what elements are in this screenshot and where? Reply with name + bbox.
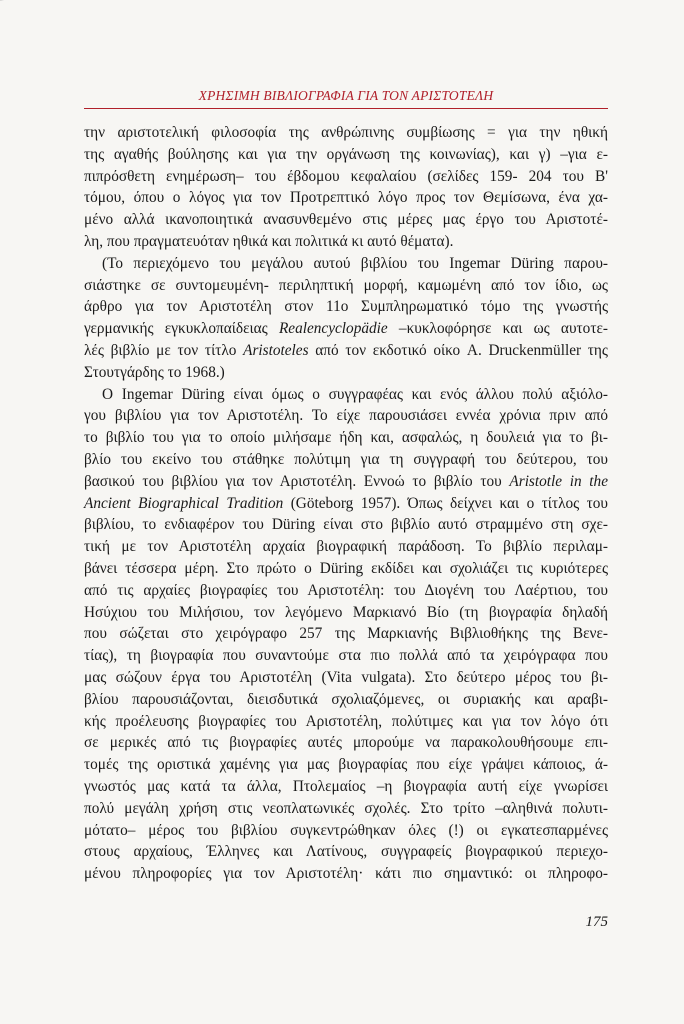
- text-line: βασικού του βιβλίου για τον Αριστοτέλη. Εννοώ το βιβλίο του Aristotle in the: [84, 472, 608, 490]
- text-line: την αριστοτελική φιλοσοφία της ανθρώπινης συμβίωσης = για την ηθική: [84, 124, 608, 141]
- text-line: σιάστηκε σε συντομευμένη- περιληπτική μορφή, καμωμένη από τον ίδιο, ως: [84, 276, 608, 294]
- text-line: άρθρο για τον Αριστοτέλη στον 11ο Συμπληρωματικό τόμο της γνωστής: [84, 298, 608, 316]
- text-line: σε μερικές από τις βιογραφίες αυτές μπορούμε να παρακολουθήσουμε επι-: [84, 734, 608, 752]
- text-line: μότατο– μέρος του βιβλίου συγκεντρώθηκαν όλες (!) οι εγκατεσπαρμένες: [84, 821, 608, 839]
- text-line: μένο αλλά ικανοποιητικά ανασυνθεμένο στις μέρες μας έργο του Αριστοτέ-: [84, 211, 608, 229]
- text-line: βλίου παρουσιάζονται, διεισδυτικά σχολιαζόμενες, οι συριακής και αραβι-: [84, 690, 608, 708]
- text-line: (Το περιεχόμενο του μεγάλου αυτού βιβλίου του Ingemar Düring παρου-: [102, 254, 608, 272]
- scan-corner-mark: [0, 0, 42, 15]
- text-line: βάνει τέσσερα μέρη. Στο πρώτο ο Düring εκδίδει και σχολιάζει τις κυριότερες: [84, 559, 608, 577]
- text-line: βιβλίου, το ενδιαφέρον του Düring είναι στο βιβλίο αυτό στραμμένο στη σχε-: [84, 516, 608, 534]
- text-line: μένου πληροφορίες για τον Αριστοτέλη· κάτι πιο σημαντικό: οι πληροφο-: [84, 865, 608, 883]
- text-line: βλίο του εκείνο του στάθηκε πολύτιμη για τη συγγραφή του δεύτερου, του: [84, 450, 608, 468]
- text-line: από τις αρχαίες βιογραφίες του Αριστοτέλη: του Διογένη του Λαέρτιου, του: [84, 581, 608, 599]
- text-line: λές βιβλίο με τον τίτλο Aristoteles από τον εκδοτικό οίκο A. Druckenmüller της: [84, 341, 608, 359]
- text-line: τίας), τη βιογραφία που συναντούμε στα πιο πολλά από τα χειρόγραφα που: [84, 647, 608, 665]
- text-line: τομές της οριστικά χαμένης για μας βιογραφίας που είχε γράψει κάποιος, ά-: [84, 756, 608, 774]
- running-head: ΧΡΗΣΙΜΗ ΒΙΒΛΙΟΓΡΑΦΙΑ ΓΙΑ ΤΟΝ ΑΡΙΣΤΟΤΕΛΗ: [198, 88, 494, 103]
- italic-title: Aristotle in the: [509, 472, 608, 490]
- text-line: κής προέλευσης βιογραφίες του Αριστοτέλη, πολύτιμες και για τον λόγο ότι: [84, 712, 608, 730]
- text-line: Στουτγάρδης το 1968.): [84, 363, 225, 381]
- text-line: γου βιβλίου για τον Αριστοτέλη. Το είχε παρουσιάσει εννέα χρόνια πριν από: [84, 407, 608, 425]
- text-line: που σώζεται στο χειρόγραφο 257 της Μαρκιανής Βιβλιοθήκης της Βενε-: [84, 625, 608, 643]
- page-number: 175: [585, 914, 608, 930]
- text-line: της αγαθής βούλησης και για την οργάνωση της κοινωνίας), και γ) –για ε-: [84, 145, 608, 163]
- text-line: λη, που πραγματευόταν ηθικά και πολιτικά κι αυτό θέματα).: [84, 232, 454, 250]
- text-line: πιπρόσθετη ενημέρωση– του έβδομου κεφαλαίου (σελίδες 159- 204 του Β': [84, 167, 608, 185]
- italic-title: Realencyclopädie: [278, 320, 388, 338]
- italic-title: Aristoteles: [243, 341, 309, 359]
- italic-title: Ancient Biographical Tradition: [84, 494, 284, 512]
- text-line: το βιβλίο του για το οποίο μιλήσαμε ήδη και, ασφαλώς, η δουλειά για το βι-: [84, 429, 608, 447]
- body-text: [84, 122, 608, 885]
- text-line: τόμου, όπου ο λόγος για τον Προτρεπτικό λόγο προς τον Θεμίσωνα, ένα χα-: [84, 189, 608, 207]
- text-line: Ησύχιου του Μιλήσιου, τον λεγόμενο Μαρκιανό Βίο (τη βιογραφία δηλαδή: [84, 603, 608, 621]
- text-line: στους αρχαίους, Έλληνες και Λατίνους, συγγραφείς βιογραφικού περιεχο-: [84, 843, 608, 861]
- text-line: μας σώζουν έργα του Αριστοτέλη (Vita vulgata). Στο δεύτερο μέρος του βι-: [84, 668, 608, 686]
- text-line: γνωστός μας κατά τα άλλα, Πτολεμαίος –η βιογραφία αυτή είχε γνωρίσει: [84, 777, 608, 795]
- text-line: γερμανικής εγκυκλοπαίδειας Realencyclopädie –κυκλοφόρησε και ως αυτοτε-: [84, 320, 608, 338]
- text-line: πολύ μεγάλη χρήση στις νεοπλατωνικές σχολές. Στο τρίτο –αληθινά πολυτι-: [84, 799, 608, 817]
- text-line: Ancient Biographical Tradition (Göteborg 1957). Όπως δείχνει και ο τίτλος του: [84, 494, 608, 512]
- text-line: τική με τον Αριστοτέλη αρχαία βιογραφική παράδοση. Το βιβλίο περιλαμ-: [84, 538, 608, 556]
- text-line: Ο Ingemar Düring είναι όμως ο συγγραφέας και ενός άλλου πολύ αξιόλο-: [102, 385, 608, 403]
- header-rule: [84, 108, 608, 109]
